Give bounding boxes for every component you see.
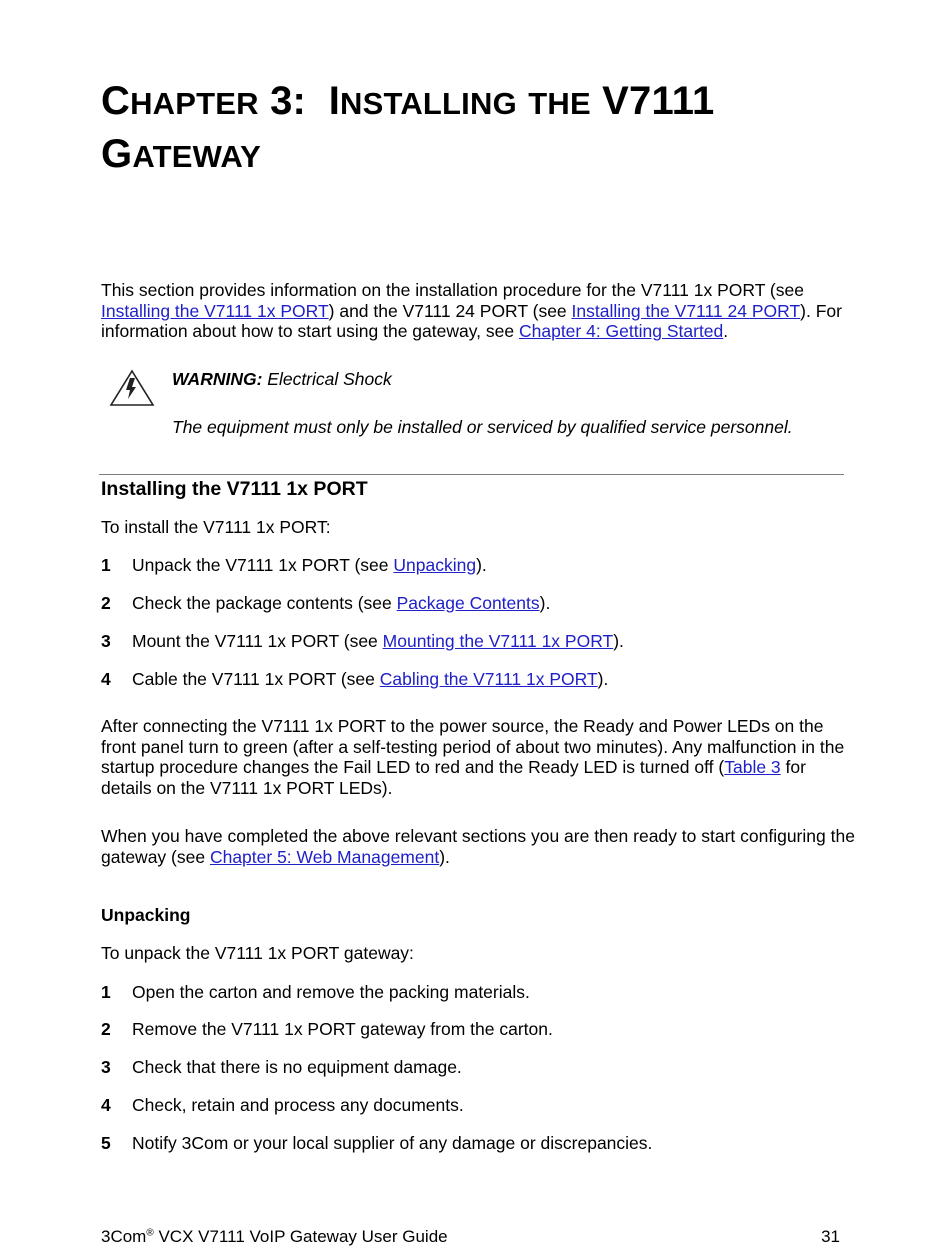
link-chapter-5[interactable]: Chapter 5: Web Management [209, 846, 440, 867]
page-number: 31 [821, 1227, 840, 1246]
link-unpacking[interactable]: Unpacking [393, 555, 477, 575]
warning-title: WARNING: Electrical Shock [172, 369, 392, 389]
link-package-contents[interactable]: Package Contents [396, 593, 540, 613]
unpacking-lead: To unpack the V7111 1x PORT gateway: [101, 943, 414, 963]
electrical-hazard-icon [109, 369, 155, 407]
chapter-title: CHAPTER 3: INSTALLING THE V7111 GATEWAY [101, 79, 715, 176]
link-chapter-4[interactable]: Chapter 4: Getting Started [518, 321, 724, 342]
link-table-3[interactable]: Table 3 [724, 757, 781, 778]
intro-paragraph: This section provides information on the installation procedure for the V7111 1x PORT (see Installing the V7111 1x PORT) and the V7111 24 PORT (see Installing the V7111 24 PORT). For information about how to start using the gateway, see Chapter 4: Getting Started. [101, 280, 842, 342]
link-cabling[interactable]: Cabling the V7111 1x PORT [379, 669, 598, 689]
sub-heading: Unpacking [101, 905, 191, 925]
warning-body: The equipment must only be installed or serviced by qualified service personnel. [172, 417, 793, 437]
section-divider [99, 474, 844, 475]
link-mounting[interactable]: Mounting the V7111 1x PORT [382, 631, 614, 651]
install-lead: To install the V7111 1x PORT: [101, 517, 331, 537]
led-paragraph: After connecting the V7111 1x PORT to the power source, the Ready and Power LEDs on the front panel turn to green (after a self-testing period of about two minutes). Any malfunction in the startup procedure changes the Fail LED to red and the Ready LED is turned off (Table 3 for details on the V7111 1x PORT LEDs). [101, 716, 845, 798]
footer-title: 3Com® VCX V7111 VoIP Gateway User Guide [101, 1227, 448, 1246]
section-heading: Installing the V7111 1x PORT [101, 478, 368, 500]
document-page: CHAPTER 3: INSTALLING THE V7111 GATEWAY This section provides information on the installation procedure for the V7111 1x PORT (see Installing the V7111 1x PORT) and the V7111 24 PORT (see Installing the V7111 24 PORT). For information about how to start using the gateway, see Chapter 4: Getting Started. WARNING: Electrical Shock The equipment must only be installed or serviced by qualified service personnel. Installing the V7111 1x PORT To install the V7111 1x PORT: 1 Unpack the V7111 1x PORT (see Unpacking). 2 Check the package contents (see Package Contents). 3 Mount the V7111 1x PORT (see Mounting the V7111 1x PORT). 4 Cable the V7111 1x PORT (see Cabling the V7111 1x PORT). After connecting the V7111 1x PORT to the power source, the Ready and Power LEDs on the front panel turn to green (after a self-testing period of about two minutes). Any malfunction in the startup procedure changes the Fail LED to red and the Ready LED is turned off (Table 3 for details on the V7111 1x PORT LEDs). When you have completed the above relevant sections you are then ready to start configuring the gateway (see Chapter 5: Web Management). Unpacking To unpack the V7111 1x PORT gateway: 1 Open the carton and remove the packing materials. 2 Remove the V7111 1x PORT gateway from the carton. 3 Check that there is no equipment damage. 4 Check, retain and process any documents. 5 Notify 3Com or your local supplier of any damage or discrepancies. 3Com® VCX V7111 VoIP Gateway User Guide 31 [0, 0, 950, 1260]
link-installing-1x-port[interactable]: Installing the V7111 1x PORT [101, 300, 329, 321]
link-installing-24-port[interactable]: Installing the V7111 24 PORT [571, 300, 801, 321]
ready-paragraph: When you have completed the above relevant sections you are then ready to start configuring the gateway (see Chapter 5: Web Management). [101, 826, 855, 867]
